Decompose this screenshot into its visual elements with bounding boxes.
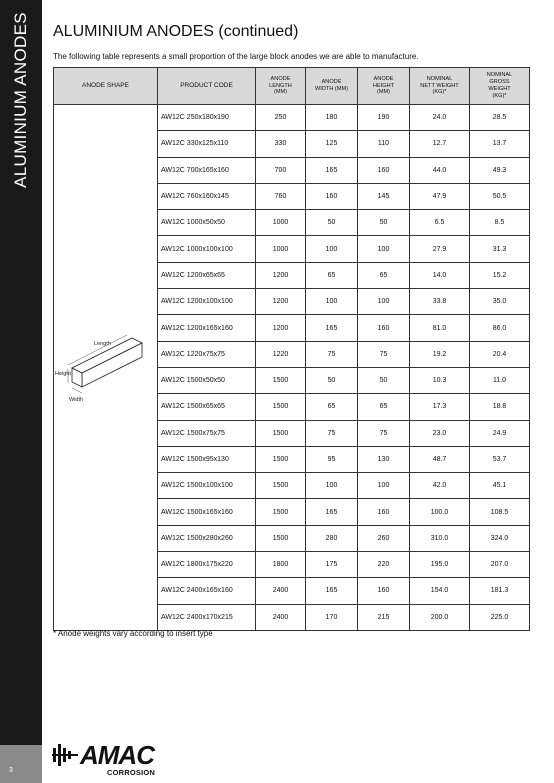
gross-cell: 11.0 — [470, 367, 530, 393]
gross-cell: 15.2 — [470, 262, 530, 288]
length-cell: 1200 — [256, 262, 306, 288]
page-intro: The following table represents a small proportion of the large block anodes we are able to manufacture. — [53, 52, 419, 61]
gross-cell: 207.0 — [470, 552, 530, 578]
product-code-cell: AW12C 1500x100x100 — [158, 473, 256, 499]
height-cell: 160 — [358, 315, 410, 341]
nett-cell: 100.0 — [410, 499, 470, 525]
product-code-cell: AW12C 1000x100x100 — [158, 236, 256, 262]
diagram-width-label: Width — [69, 397, 84, 403]
width-cell: 180 — [306, 105, 358, 131]
length-cell: 1500 — [256, 367, 306, 393]
length-cell: 1220 — [256, 341, 306, 367]
footnote: * Anode weights vary according to insert type — [53, 629, 213, 638]
header-length — [256, 68, 306, 105]
page-number-box — [0, 745, 42, 783]
length-cell: 1500 — [256, 420, 306, 446]
header-nett-weight — [410, 68, 470, 105]
product-code-cell: AW12C 1500x75x75 — [158, 420, 256, 446]
height-cell: 100 — [358, 289, 410, 315]
width-cell: 100 — [306, 289, 358, 315]
product-code-cell: AW12C 1800x175x220 — [158, 552, 256, 578]
width-cell: 50 — [306, 210, 358, 236]
gross-cell: 28.5 — [470, 105, 530, 131]
header-height-line: ANODE — [373, 75, 394, 82]
header-nett-line: (KG)* — [432, 89, 447, 96]
nett-cell: 14.0 — [410, 262, 470, 288]
height-cell: 220 — [358, 552, 410, 578]
nett-cell: 33.8 — [410, 289, 470, 315]
width-cell: 165 — [306, 315, 358, 341]
height-cell: 190 — [358, 105, 410, 131]
product-code-cell: AW12C 1500x50x50 — [158, 367, 256, 393]
nett-cell: 310.0 — [410, 525, 470, 551]
gross-cell: 8.5 — [470, 210, 530, 236]
length-cell: 760 — [256, 183, 306, 209]
product-code-cell: AW12C 700x165x160 — [158, 157, 256, 183]
gross-cell: 108.5 — [470, 499, 530, 525]
gross-cell: 49.3 — [470, 157, 530, 183]
width-cell: 125 — [306, 131, 358, 157]
header-width-line: WIDTH (MM) — [315, 86, 348, 92]
nett-cell: 27.9 — [410, 236, 470, 262]
gross-cell: 18.8 — [470, 394, 530, 420]
product-code-cell: AW12C 1200x65x65 — [158, 262, 256, 288]
nett-cell: 23.0 — [410, 420, 470, 446]
header-product-code: PRODUCT CODE — [158, 68, 256, 105]
nett-cell: 48.7 — [410, 446, 470, 472]
gross-cell: 50.5 — [470, 183, 530, 209]
width-cell: 75 — [306, 420, 358, 446]
header-gross-line: NOMINAL — [486, 72, 513, 79]
gross-cell: 24.9 — [470, 420, 530, 446]
product-code-cell: AW12C 1500x280x260 — [158, 525, 256, 551]
sidebar — [0, 0, 42, 783]
length-cell: 2400 — [256, 578, 306, 604]
width-cell: 175 — [306, 552, 358, 578]
length-cell: 1500 — [256, 473, 306, 499]
height-cell: 130 — [358, 446, 410, 472]
header-width-line: ANODE — [321, 79, 342, 86]
diagram-length-label: Length — [94, 341, 111, 347]
gross-cell: 35.0 — [470, 289, 530, 315]
nett-cell: 154.0 — [410, 578, 470, 604]
length-cell: 1500 — [256, 394, 306, 420]
width-cell: 165 — [306, 578, 358, 604]
height-cell: 75 — [358, 341, 410, 367]
length-cell: 1000 — [256, 236, 306, 262]
nett-cell: 24.0 — [410, 105, 470, 131]
nett-cell: 17.3 — [410, 394, 470, 420]
nett-cell: 12.7 — [410, 131, 470, 157]
product-code-cell: AW12C 1200x100x100 — [158, 289, 256, 315]
anode-block-diagram — [54, 105, 158, 631]
product-code-cell: AW12C 1500x95x130 — [158, 446, 256, 472]
length-cell: 1800 — [256, 552, 306, 578]
length-cell: 1500 — [256, 499, 306, 525]
page-title: ALUMINIUM ANODES (continued) — [53, 23, 299, 40]
header-gross-line: GROSS — [489, 79, 510, 86]
length-cell: 1200 — [256, 315, 306, 341]
header-length-line: LENGTH — [269, 82, 292, 89]
product-code-cell: AW12C 1200x165x160 — [158, 315, 256, 341]
nett-cell: 47.9 — [410, 183, 470, 209]
gross-cell: 86.0 — [470, 315, 530, 341]
gross-cell: 13.7 — [470, 131, 530, 157]
nett-cell: 200.0 — [410, 604, 470, 630]
length-cell: 2400 — [256, 604, 306, 630]
gross-cell: 181.3 — [470, 578, 530, 604]
product-code-cell: AW12C 1000x50x50 — [158, 210, 256, 236]
product-code-cell: AW12C 2400x170x215 — [158, 604, 256, 630]
height-cell: 160 — [358, 157, 410, 183]
product-code-cell: AW12C 760x160x145 — [158, 183, 256, 209]
nett-cell: 42.0 — [410, 473, 470, 499]
nett-cell: 81.0 — [410, 315, 470, 341]
height-cell: 75 — [358, 420, 410, 446]
gross-cell: 31.3 — [470, 236, 530, 262]
length-cell: 250 — [256, 105, 306, 131]
gross-cell: 225.0 — [470, 604, 530, 630]
height-cell: 50 — [358, 210, 410, 236]
width-cell: 75 — [306, 341, 358, 367]
gross-cell: 324.0 — [470, 525, 530, 551]
length-cell: 1200 — [256, 289, 306, 315]
header-height-line: HEIGHT — [372, 82, 395, 89]
header-anode-shape: ANODE SHAPE — [54, 68, 158, 105]
gross-cell: 20.4 — [470, 341, 530, 367]
height-cell: 65 — [358, 394, 410, 420]
header-nett-line: NETT WEIGHT — [420, 82, 459, 89]
anodes-table — [53, 67, 530, 631]
amac-logo — [52, 740, 172, 780]
anode-shape-cell — [54, 105, 158, 631]
page-number: 3 — [9, 767, 13, 774]
width-cell: 280 — [306, 525, 358, 551]
nett-cell: 19.2 — [410, 341, 470, 367]
product-code-cell: AW12C 2400x165x160 — [158, 578, 256, 604]
width-cell: 165 — [306, 499, 358, 525]
product-code-cell: AW12C 1220x75x75 — [158, 341, 256, 367]
gross-cell: 53.7 — [470, 446, 530, 472]
product-code-cell: AW12C 1500x165x160 — [158, 499, 256, 525]
product-code-cell: AW12C 1500x65x65 — [158, 394, 256, 420]
height-cell: 160 — [358, 578, 410, 604]
table-body — [54, 105, 530, 631]
header-length-line: ANODE — [270, 75, 291, 82]
height-cell: 100 — [358, 473, 410, 499]
product-code-cell: AW12C 330x125x110 — [158, 131, 256, 157]
diagram-height-label: Height — [55, 371, 71, 377]
sidebar-title: ALUMINIUM ANODES — [11, 12, 30, 188]
height-cell: 260 — [358, 525, 410, 551]
length-cell: 1500 — [256, 525, 306, 551]
header-nett-line: NOMINAL — [426, 75, 453, 82]
gross-cell: 45.1 — [470, 473, 530, 499]
nett-cell: 195.0 — [410, 552, 470, 578]
height-cell: 110 — [358, 131, 410, 157]
length-cell: 700 — [256, 157, 306, 183]
length-cell: 330 — [256, 131, 306, 157]
height-cell: 145 — [358, 183, 410, 209]
width-cell: 65 — [306, 394, 358, 420]
height-cell: 50 — [358, 367, 410, 393]
height-cell: 65 — [358, 262, 410, 288]
height-cell: 160 — [358, 499, 410, 525]
table-row — [54, 105, 530, 131]
product-code-cell: AW12C 250x180x190 — [158, 105, 256, 131]
length-cell: 1000 — [256, 210, 306, 236]
header-height-line: (MM) — [376, 89, 391, 96]
header-width — [306, 68, 358, 105]
logo-wordmark: AMAC — [80, 740, 154, 770]
logo-mark-icon — [52, 742, 82, 768]
width-cell: 100 — [306, 236, 358, 262]
length-cell: 1500 — [256, 446, 306, 472]
width-cell: 100 — [306, 473, 358, 499]
width-cell: 50 — [306, 367, 358, 393]
width-cell: 170 — [306, 604, 358, 630]
table-header-row — [54, 68, 530, 105]
header-gross-line: (KG)* — [492, 92, 507, 99]
logo-subtitle: CORROSION — [107, 768, 156, 777]
width-cell: 165 — [306, 157, 358, 183]
header-gross-line: WEIGHT — [488, 86, 511, 92]
height-cell: 100 — [358, 236, 410, 262]
nett-cell: 6.5 — [410, 210, 470, 236]
width-cell: 65 — [306, 262, 358, 288]
header-gross-weight — [470, 68, 530, 105]
nett-cell: 10.3 — [410, 367, 470, 393]
width-cell: 95 — [306, 446, 358, 472]
header-height — [358, 68, 410, 105]
nett-cell: 44.0 — [410, 157, 470, 183]
width-cell: 160 — [306, 183, 358, 209]
height-cell: 215 — [358, 604, 410, 630]
header-length-line: (MM) — [273, 89, 288, 96]
